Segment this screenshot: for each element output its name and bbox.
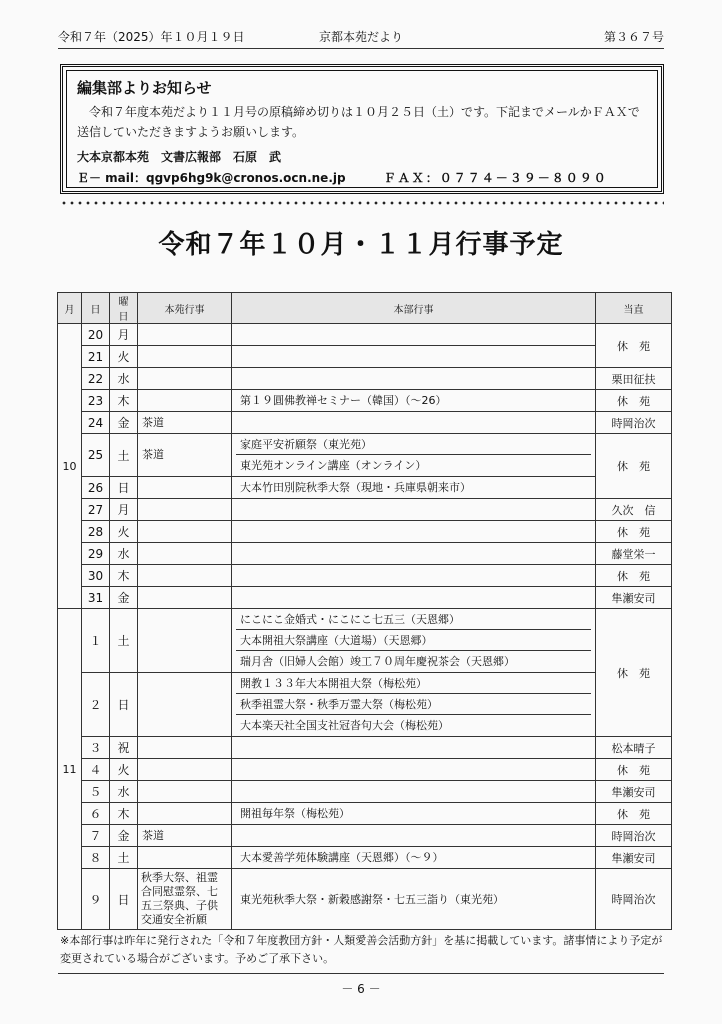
day-cell: ８ bbox=[82, 847, 110, 869]
hq-event-item: 秋季祖霊大祭・秋季万霊大祭（梅松苑） bbox=[236, 694, 591, 715]
day-cell: 28 bbox=[82, 521, 110, 543]
hq-event-cell bbox=[232, 499, 596, 521]
hq-event-cell bbox=[232, 434, 596, 477]
day-cell: 23 bbox=[82, 390, 110, 412]
notice-body: 令和７年度本苑だより１１月号の原稿締め切りは１０月２５日（土）です。下記までメールかＦＡＸで送信していただきますようお願いします。 bbox=[77, 105, 640, 139]
table-row bbox=[58, 565, 672, 587]
editorial-notice-box bbox=[60, 64, 664, 194]
col-en-events: 本苑行事 bbox=[138, 293, 232, 324]
page-number: － 6 － bbox=[341, 982, 381, 996]
header-rule bbox=[58, 48, 664, 49]
hq-event-cell bbox=[232, 565, 596, 587]
weekday-cell: 水 bbox=[110, 543, 138, 565]
duty-cell: 隼瀬安司 bbox=[596, 847, 672, 869]
table-row bbox=[58, 673, 672, 737]
table-row bbox=[58, 869, 672, 930]
issue-number: 第３６７号 bbox=[603, 30, 664, 44]
duty-cell: 隼瀬安司 bbox=[596, 781, 672, 803]
notice-fax: ＦＡＸ：０７７４－３９－８０９０ bbox=[383, 171, 608, 185]
footnote: ※本部行事は昨年に発行された「令和７年度教団方針・人類愛善会活動方針」を基に掲載しています。諸事情により予定が変更されている場合がございます。予めご了承下さい。 bbox=[60, 934, 663, 965]
hq-event-cell bbox=[232, 869, 596, 930]
day-cell: １ bbox=[82, 609, 110, 673]
day-cell: 29 bbox=[82, 543, 110, 565]
hq-event-item: 東光苑秋季大祭・新穀感謝祭・七五三詣り（東光苑） bbox=[240, 892, 504, 906]
hq-event-cell bbox=[232, 781, 596, 803]
weekday-cell: 火 bbox=[110, 346, 138, 368]
hq-event-cell bbox=[232, 521, 596, 543]
weekday-cell: 月 bbox=[110, 324, 138, 346]
table-row bbox=[58, 609, 672, 673]
hq-event-item bbox=[236, 521, 591, 542]
hq-event-cell bbox=[232, 609, 596, 673]
hq-event-item bbox=[236, 587, 591, 608]
en-event-cell: 茶道 bbox=[138, 825, 232, 847]
hq-event-item bbox=[236, 825, 591, 846]
hq-event-cell bbox=[232, 673, 596, 737]
duty-cell: 休 苑 bbox=[596, 521, 672, 543]
month-cell: 10 bbox=[58, 324, 82, 609]
weekday-cell: 金 bbox=[110, 825, 138, 847]
weekday-cell: 木 bbox=[110, 565, 138, 587]
en-event-cell bbox=[138, 499, 232, 521]
schedule-title: 令和７年１０月・１１月行事予定 bbox=[158, 230, 564, 260]
hq-event-cell bbox=[232, 324, 596, 346]
hq-event-cell bbox=[232, 587, 596, 609]
en-event-cell bbox=[138, 737, 232, 759]
table-row bbox=[58, 368, 672, 390]
hq-event-item bbox=[236, 759, 591, 780]
en-event-cell bbox=[138, 368, 232, 390]
en-event-cell bbox=[138, 477, 232, 499]
weekday-cell: 土 bbox=[110, 609, 138, 673]
hq-event-cell bbox=[232, 346, 596, 368]
col-day: 日 bbox=[82, 293, 110, 324]
en-event-cell: 茶道 bbox=[138, 412, 232, 434]
hq-event-cell bbox=[232, 737, 596, 759]
table-row bbox=[58, 587, 672, 609]
hq-event-item: にこにこ金婚式・にこにこ七五三（天恩郷） bbox=[236, 609, 591, 630]
table-row bbox=[58, 390, 672, 412]
hq-event-item: 開教１３３年大本開祖大祭（梅松苑） bbox=[236, 673, 591, 694]
table-row bbox=[58, 803, 672, 825]
duty-cell: 休 苑 bbox=[596, 390, 672, 412]
table-row bbox=[58, 847, 672, 869]
en-event-cell bbox=[138, 587, 232, 609]
en-event-cell: 茶道 bbox=[138, 434, 232, 477]
table-row bbox=[58, 324, 672, 346]
day-cell: ９ bbox=[82, 869, 110, 930]
col-duty: 当直 bbox=[596, 293, 672, 324]
duty-cell: 休 苑 bbox=[596, 434, 672, 499]
month-cell: 11 bbox=[58, 609, 82, 930]
hq-event-item: 東光苑オンライン講座（オンライン） bbox=[240, 459, 427, 472]
hq-event-cell bbox=[232, 803, 596, 825]
day-cell: 31 bbox=[82, 587, 110, 609]
day-cell: 26 bbox=[82, 477, 110, 499]
weekday-cell: 水 bbox=[110, 368, 138, 390]
hq-event-item bbox=[236, 543, 591, 564]
table-row bbox=[58, 434, 672, 477]
notice-email: Ｅ－ mail：qgvp6hg9k@cronos.ocn.ne.jp bbox=[77, 171, 346, 185]
hq-event-item bbox=[236, 346, 591, 367]
hq-event-cell bbox=[232, 390, 596, 412]
hq-event-item bbox=[236, 565, 591, 586]
weekday-cell: 日 bbox=[110, 477, 138, 499]
weekday-cell: 木 bbox=[110, 803, 138, 825]
duty-cell: 隼瀬安司 bbox=[596, 587, 672, 609]
weekday-cell: 月 bbox=[110, 499, 138, 521]
page-header bbox=[58, 28, 664, 46]
duty-cell: 休 苑 bbox=[596, 609, 672, 737]
day-cell: ３ bbox=[82, 737, 110, 759]
duty-cell: 松本晴子 bbox=[596, 737, 672, 759]
notice-contact bbox=[77, 169, 647, 186]
table-row bbox=[58, 346, 672, 368]
weekday-cell: 日 bbox=[110, 673, 138, 737]
hq-event-cell bbox=[232, 543, 596, 565]
duty-cell: 休 苑 bbox=[596, 759, 672, 781]
en-event-cell bbox=[138, 781, 232, 803]
hq-event-item: 大本開祖大祭講座（大道場）（天恩郷） bbox=[236, 630, 591, 651]
day-cell: 21 bbox=[82, 346, 110, 368]
hq-event-item: 大本竹田別院秋季大祭（現地・兵庫県朝来市） bbox=[240, 481, 471, 494]
en-event-cell bbox=[138, 346, 232, 368]
dotted-divider bbox=[60, 200, 664, 206]
col-month: 月 bbox=[58, 293, 82, 324]
table-row bbox=[58, 521, 672, 543]
duty-cell: 時岡治次 bbox=[596, 412, 672, 434]
en-event-cell bbox=[138, 673, 232, 737]
hq-event-cell bbox=[232, 368, 596, 390]
en-event-cell bbox=[138, 759, 232, 781]
en-event-cell bbox=[138, 324, 232, 346]
en-event-cell bbox=[138, 565, 232, 587]
hq-event-item bbox=[236, 324, 591, 345]
en-event-cell bbox=[138, 521, 232, 543]
en-event-cell bbox=[138, 543, 232, 565]
hq-event-item: 家庭平安祈願祭（東光苑） bbox=[236, 434, 591, 455]
day-cell: 30 bbox=[82, 565, 110, 587]
hq-event-cell bbox=[232, 825, 596, 847]
day-cell: ６ bbox=[82, 803, 110, 825]
hq-event-item: 開祖毎年祭（梅松苑） bbox=[240, 807, 350, 820]
day-cell: ４ bbox=[82, 759, 110, 781]
en-event-cell bbox=[138, 803, 232, 825]
schedule-table bbox=[57, 292, 672, 930]
day-cell: 20 bbox=[82, 324, 110, 346]
hq-event-item bbox=[236, 368, 591, 389]
hq-event-cell bbox=[232, 412, 596, 434]
table-row bbox=[58, 499, 672, 521]
table-header-row bbox=[58, 293, 672, 324]
day-cell: 22 bbox=[82, 368, 110, 390]
duty-cell: 時岡治次 bbox=[596, 869, 672, 930]
col-hq-events: 本部行事 bbox=[232, 293, 596, 324]
en-event-cell: 秋季大祭、祖霊合同慰霊祭、七五三祭典、子供交通安全祈願 bbox=[138, 869, 232, 930]
hq-event-cell bbox=[232, 759, 596, 781]
hq-event-cell bbox=[232, 847, 596, 869]
weekday-cell: 日 bbox=[110, 869, 138, 930]
table-row bbox=[58, 412, 672, 434]
hq-event-item: 大本楽天社全国支社冠沓句大会（梅松苑） bbox=[240, 719, 449, 732]
duty-cell: 休 苑 bbox=[596, 324, 672, 368]
weekday-cell: 金 bbox=[110, 412, 138, 434]
hq-event-item bbox=[236, 781, 591, 802]
table-row bbox=[58, 759, 672, 781]
duty-cell: 藤堂栄一 bbox=[596, 543, 672, 565]
hq-event-cell bbox=[232, 477, 596, 499]
table-row bbox=[58, 781, 672, 803]
duty-cell: 休 苑 bbox=[596, 565, 672, 587]
table-row bbox=[58, 825, 672, 847]
col-weekday: 曜日 bbox=[110, 293, 138, 324]
footer-rule bbox=[58, 973, 664, 974]
hq-event-item: 瑞月舎（旧婦人会館）竣工７０周年慶祝茶会（天恩郷） bbox=[240, 655, 515, 668]
weekday-cell: 火 bbox=[110, 521, 138, 543]
weekday-cell: 土 bbox=[110, 434, 138, 477]
day-cell: ２ bbox=[82, 673, 110, 737]
day-cell: 24 bbox=[82, 412, 110, 434]
day-cell: 27 bbox=[82, 499, 110, 521]
table-row bbox=[58, 543, 672, 565]
notice-title: 編集部よりお知らせ bbox=[77, 79, 212, 97]
hq-event-item bbox=[236, 412, 591, 433]
day-cell: 25 bbox=[82, 434, 110, 477]
hq-event-item: 大本愛善学苑体験講座（天恩郷）（～９） bbox=[240, 851, 444, 864]
hq-event-item bbox=[236, 499, 591, 520]
duty-cell: 休 苑 bbox=[596, 803, 672, 825]
table-row bbox=[58, 477, 672, 499]
weekday-cell: 水 bbox=[110, 781, 138, 803]
notice-org: 大本京都本苑 文書広報部 石原 武 bbox=[77, 150, 282, 164]
duty-cell: 栗田征扶 bbox=[596, 368, 672, 390]
hq-event-item: 第１９圓佛教禅セミナー（韓国）（～26） bbox=[240, 394, 447, 407]
hq-event-item bbox=[236, 737, 591, 758]
weekday-cell: 金 bbox=[110, 587, 138, 609]
publication-title: 京都本苑だより bbox=[318, 30, 403, 44]
day-cell: ５ bbox=[82, 781, 110, 803]
day-cell: ７ bbox=[82, 825, 110, 847]
duty-cell: 時岡治次 bbox=[596, 825, 672, 847]
weekday-cell: 木 bbox=[110, 390, 138, 412]
en-event-cell bbox=[138, 609, 232, 673]
duty-cell: 久次 信 bbox=[596, 499, 672, 521]
weekday-cell: 火 bbox=[110, 759, 138, 781]
weekday-cell: 土 bbox=[110, 847, 138, 869]
weekday-cell: 祝 bbox=[110, 737, 138, 759]
table-row bbox=[58, 737, 672, 759]
issue-date: 令和７年（2025）年１０月１９日 bbox=[58, 30, 245, 44]
en-event-cell bbox=[138, 847, 232, 869]
en-event-cell bbox=[138, 390, 232, 412]
